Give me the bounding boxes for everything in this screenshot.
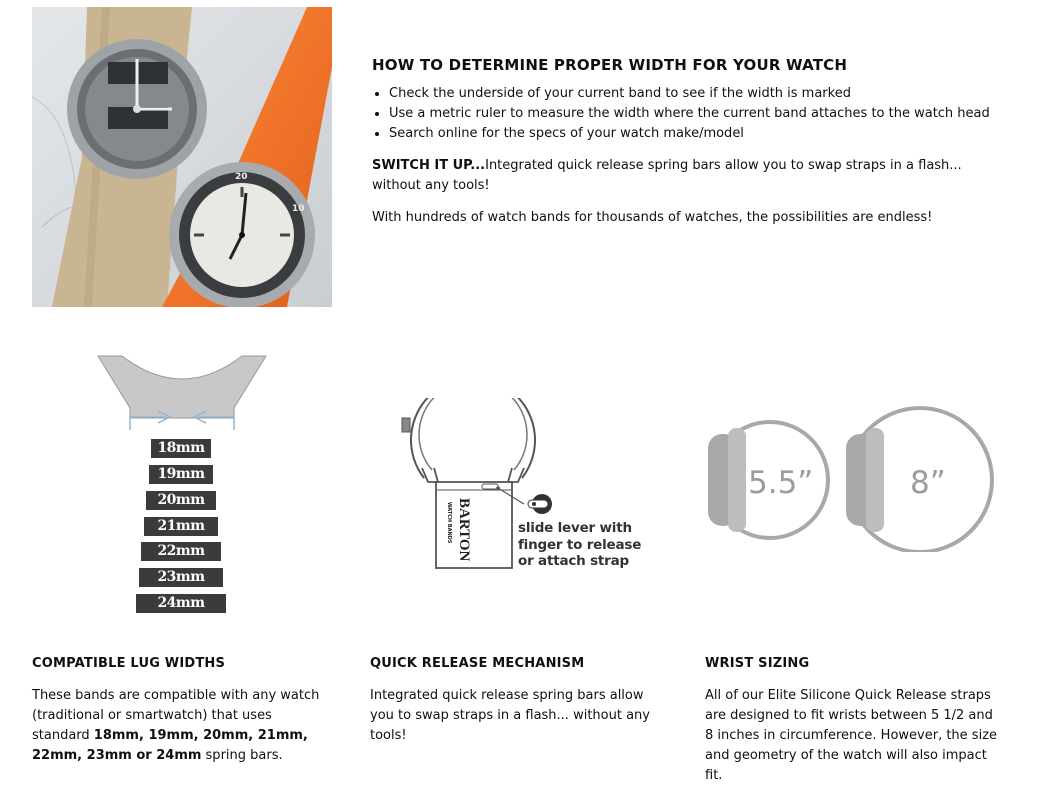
lug-widths-column: [32, 656, 332, 766]
wrist-circles-illustration: [700, 402, 1000, 552]
hundreds-paragraph: With hundreds of watch bands for thousands of watches, the possibilities are endless!: [372, 210, 933, 225]
lug-width-label: 18mm: [151, 439, 211, 458]
quick-release-caption: [518, 520, 658, 570]
wrist-large-label: 8”: [910, 465, 946, 501]
column-title: WRIST SIZING: [705, 656, 810, 671]
column-text-b: spring bars.: [201, 748, 283, 763]
how-to-section: [372, 56, 1012, 240]
lug-width-label: 24mm: [136, 594, 226, 613]
caption-line: slide lever with: [518, 520, 632, 536]
column-text-a: These bands are compatible with any watch (traditional or smartwatch) that uses standard: [32, 688, 320, 743]
switch-bold: SWITCH IT UP...: [372, 158, 486, 173]
column-title: QUICK RELEASE MECHANISM: [370, 656, 585, 671]
product-photo: [32, 7, 332, 307]
lug-width-label: 23mm: [139, 568, 223, 587]
list-item: • Search online for the specs of your watch make/model: [389, 124, 1012, 144]
lug-width-label: 19mm: [149, 465, 213, 484]
column-text: All of our Elite Silicone Quick Release straps are designed to fit wrists between 5 1/2 and 8 inches in circumference. However, the size and geometry of the watch will also impact fit.: [705, 688, 998, 783]
column-text: [32, 686, 332, 766]
switch-paragraph: [372, 156, 1012, 196]
column-title: COMPATIBLE LUG WIDTHS: [32, 656, 226, 671]
list-item: • Check the underside of your current band to see if the width is marked: [389, 84, 1012, 104]
quick-release-column: [370, 656, 670, 746]
list-item: • Use a metric ruler to measure the width where the current band attaches to the watch head: [389, 104, 1012, 124]
brand-subtext: WATCH BANDS: [446, 502, 452, 544]
lug-width-label: 22mm: [141, 542, 221, 561]
caption-line: finger to release: [518, 536, 642, 553]
caption-line: or attach strap: [518, 553, 629, 569]
column-text-bold: 18mm, 19mm, 20mm, 21mm, 22mm, 23mm or 24mm: [32, 728, 308, 763]
how-to-list: [372, 84, 1012, 144]
lug-width-label: 20mm: [146, 491, 216, 510]
how-to-title: HOW TO DETERMINE PROPER WIDTH FOR YOUR WATCH: [372, 56, 848, 74]
lug-outline-illustration: [94, 352, 274, 437]
bezel-number: 10: [292, 204, 305, 214]
watches-photo-illustration: [32, 7, 332, 307]
wrist-sizing-graphic: [700, 402, 1000, 552]
lug-width-label: 21mm: [144, 517, 218, 536]
wrist-sizing-column: [705, 656, 1005, 786]
brand-text: BARTON: [456, 498, 472, 562]
lug-width-graphic: [94, 352, 274, 617]
bezel-number: 20: [235, 172, 248, 182]
column-text: Integrated quick release spring bars allow you to swap straps in a flash... without any tools!: [370, 688, 650, 743]
switch-text: Integrated quick release spring bars allow you to swap straps in a flash... without any tools!: [372, 158, 962, 193]
wrist-small-label: 5.5”: [748, 465, 814, 501]
